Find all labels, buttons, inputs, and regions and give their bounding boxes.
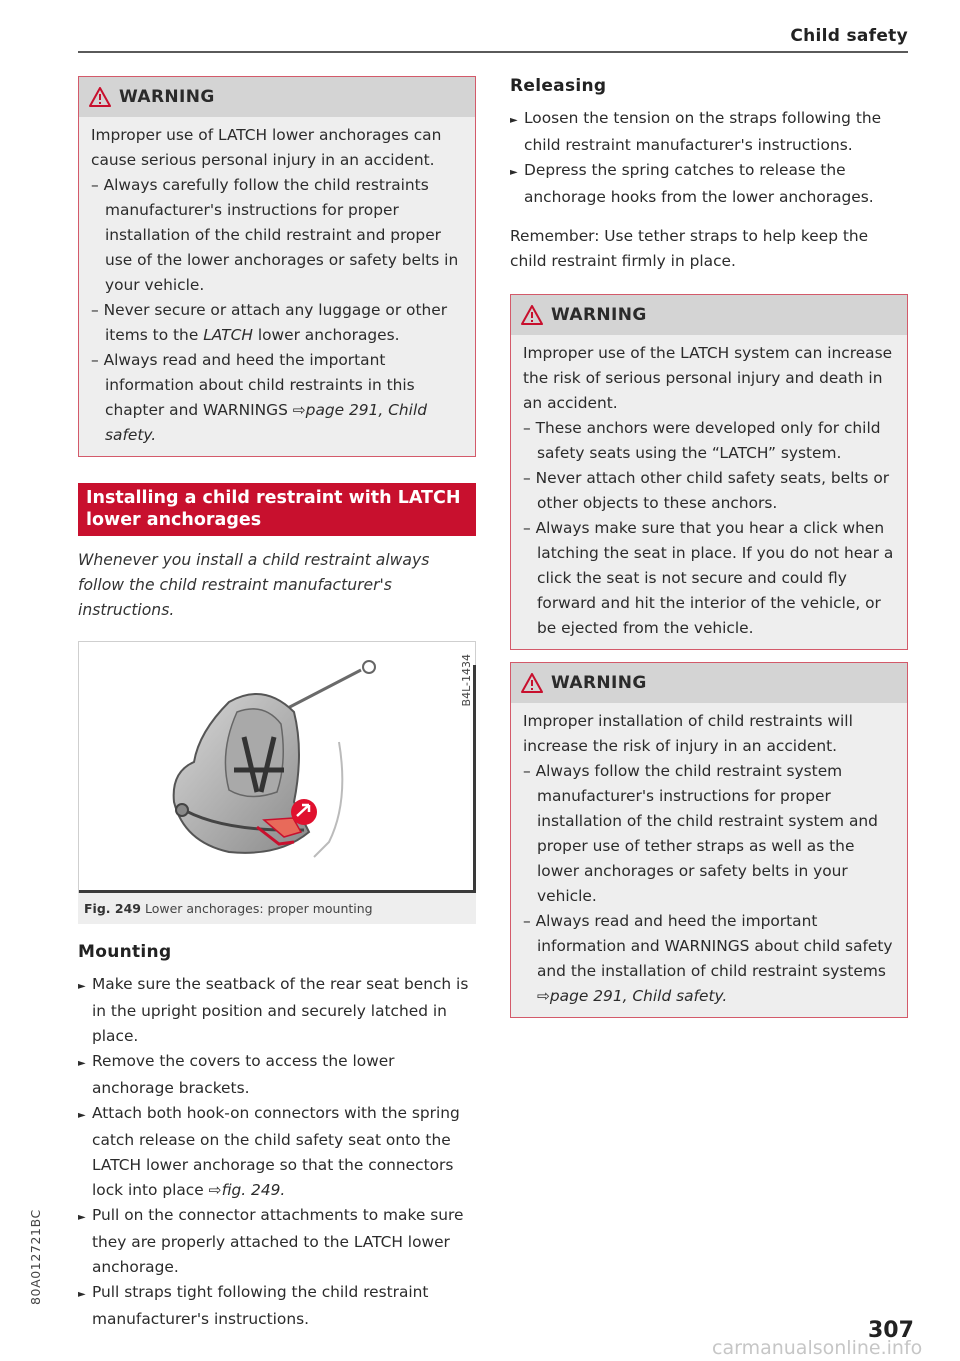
figure-caption bbox=[78, 893, 476, 924]
mounting-step: ► Attach both hook-on connectors with the spring catch release on the child safety seat onto the LATCH lower anchorage so that the connectors lock into place ⇨fig. 249. bbox=[78, 1104, 460, 1199]
child-seat-illustration bbox=[79, 642, 475, 892]
warning-label: WARNING bbox=[119, 87, 215, 107]
page-ref-arrow-icon: ⇨ bbox=[208, 1181, 222, 1199]
warning-label: WARNING bbox=[551, 673, 647, 693]
figure-child-seat bbox=[78, 641, 476, 893]
warning-item: – Never secure or attach any luggage or other items to the LATCH lower anchorages. bbox=[91, 301, 448, 344]
warning-item: – These anchors were developed only for child safety seats using the “LATCH” system. bbox=[523, 419, 881, 462]
warning-label: WARNING bbox=[551, 305, 647, 325]
mounting-step: ► Pull straps tight following the child restraint manufacturer's instructions. bbox=[78, 1283, 429, 1328]
warning-triangle-icon bbox=[521, 305, 543, 325]
warning-triangle-icon bbox=[521, 673, 543, 693]
releasing-step: ► Loosen the tension on the straps following the child restraint manufacturer's instructions. bbox=[510, 109, 882, 154]
warning-item: – Always read and heed the important information about child restraints in this chapter and WARNINGS ⇨page 291, Child safety. bbox=[91, 351, 427, 444]
bullet-arrow-icon: ► bbox=[78, 981, 86, 992]
warning-item: – Always carefully follow the child restraints manufacturer's instructions for proper installation of the child restraint and proper use of the lower anchorages or safety belts in your vehicle. bbox=[91, 176, 459, 294]
releasing-step: ► Depress the spring catches to release the anchorage hooks from the lower anchorages. bbox=[510, 161, 874, 206]
watermark: carmanualsonline.info bbox=[712, 1337, 923, 1359]
warning-body bbox=[511, 703, 907, 1017]
remember-note: Remember: Use tether straps to help keep the child restraint firmly in place. bbox=[510, 227, 869, 270]
warning-box-installation bbox=[510, 662, 908, 1018]
mounting-step: ► Make sure the seatback of the rear seat bench is in the upright position and securely latched in place. bbox=[78, 975, 469, 1045]
bullet-arrow-icon: ► bbox=[78, 1289, 86, 1300]
figure-caption-text: Lower anchorages: proper mounting bbox=[144, 901, 373, 916]
figure-label: Fig. 249 bbox=[84, 901, 141, 916]
page-number: 307 bbox=[868, 1318, 914, 1343]
section-heading: Installing a child restraint with LATCH lower anchorages bbox=[78, 483, 476, 536]
figure-border-right bbox=[473, 665, 476, 893]
left-column bbox=[78, 76, 476, 1332]
warning-header bbox=[511, 663, 907, 703]
page-reference-link[interactable]: page 291, Child safety. bbox=[549, 987, 728, 1005]
warning-header bbox=[511, 295, 907, 335]
bullet-arrow-icon: ► bbox=[78, 1212, 86, 1223]
mounting-step: ► Remove the covers to access the lower anchorage brackets. bbox=[78, 1052, 395, 1097]
bullet-arrow-icon: ► bbox=[78, 1058, 86, 1069]
releasing-heading: Releasing bbox=[510, 76, 607, 96]
warning-item: – Always read and heed the important information and WARNINGS about child safety and the installation of child restraint systems ⇨page 291, Child safety. bbox=[523, 912, 893, 1005]
warning-box-latch-system bbox=[510, 294, 908, 650]
warning-box-latch-misuse bbox=[78, 76, 476, 457]
warning-item: – Never attach other child safety seats, belts or other objects to these anchors. bbox=[523, 469, 890, 512]
warning-item: – Always follow the child restraint system manufacturer's instructions for proper installation of the child restraint system and proper use of tether straps as well as the lower anchorages or safety belts in your vehicle. bbox=[523, 762, 878, 905]
page-ref-arrow-icon: ⇨ bbox=[292, 401, 306, 419]
header-rule bbox=[78, 51, 908, 53]
section-intro: Whenever you install a child restraint always follow the child restraint manufacturer's instructions. bbox=[78, 551, 430, 619]
mounting-heading: Mounting bbox=[78, 942, 172, 962]
warning-triangle-icon bbox=[89, 87, 111, 107]
warning-item: – Always make sure that you hear a click when latching the seat in place. If you do not hear a click the seat is not secure and could fly forward and hit the interior of the vehicle, or be ejected from the vehicle. bbox=[523, 519, 894, 637]
warning-body bbox=[79, 117, 475, 456]
warning-intro: Improper use of the LATCH system can increase the risk of serious personal injury and death in an accident. bbox=[523, 344, 893, 412]
warning-intro: Improper use of LATCH lower anchorages can cause serious personal injury in an accident. bbox=[91, 126, 442, 169]
bullet-arrow-icon: ► bbox=[510, 167, 518, 178]
right-column bbox=[510, 76, 908, 1044]
figure-code: B4L-1434 bbox=[460, 654, 473, 707]
section-title: Child safety bbox=[790, 26, 908, 46]
warning-body bbox=[511, 335, 907, 649]
figure-border-bottom bbox=[79, 890, 476, 893]
page-ref-arrow-icon: ⇨ bbox=[537, 987, 550, 1005]
page-reference-link[interactable]: page 291, Child safety. bbox=[105, 401, 427, 444]
bullet-arrow-icon: ► bbox=[510, 115, 518, 126]
warning-intro: Improper installation of child restraints will increase the risk of injury in an accident. bbox=[523, 712, 853, 755]
document-code: 80A012721BC bbox=[28, 1209, 43, 1305]
bullet-arrow-icon: ► bbox=[78, 1110, 86, 1121]
mounting-step: ► Pull on the connector attachments to make sure they are properly attached to the LATCH lower anchorage. bbox=[78, 1206, 464, 1276]
warning-header bbox=[79, 77, 475, 117]
figure-reference-link[interactable]: fig. 249. bbox=[221, 1181, 286, 1199]
